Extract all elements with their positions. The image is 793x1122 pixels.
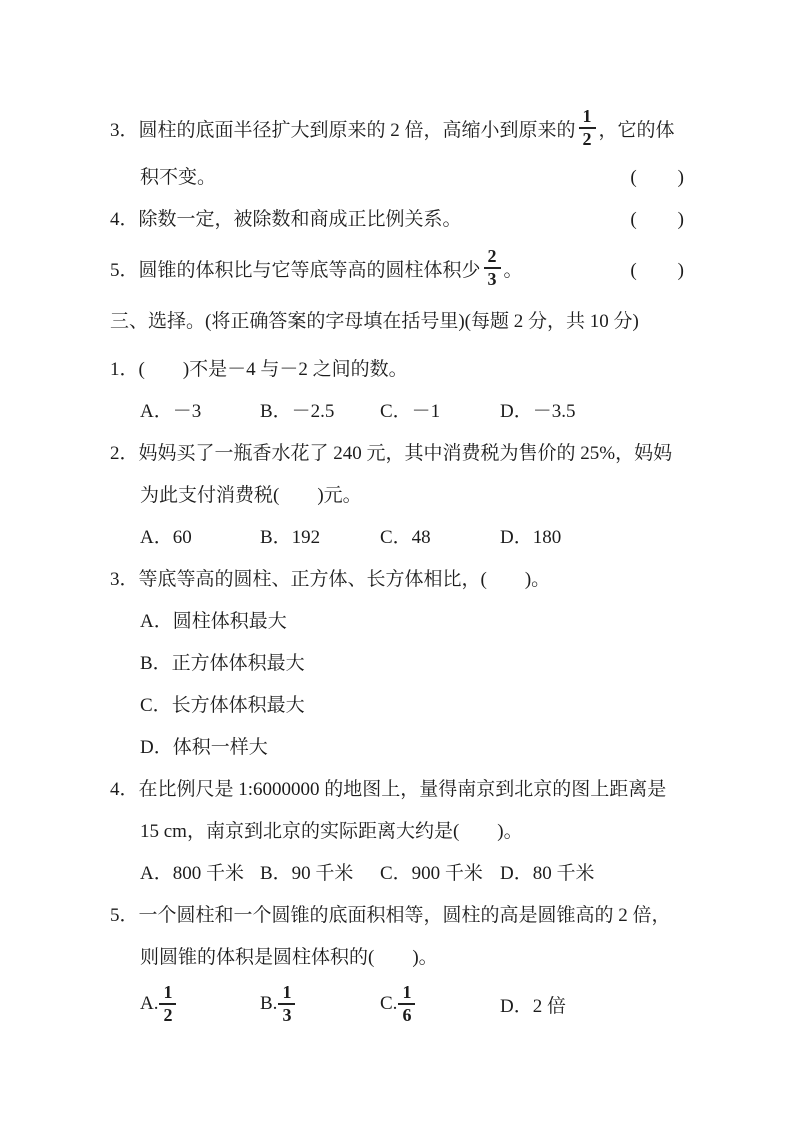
choice-q2-line1 [110, 430, 693, 472]
option-label: B. [260, 993, 278, 1014]
option-label: D． [500, 995, 533, 1017]
choice-q3-option-c-line [110, 682, 693, 724]
choice-q2-text-line1: 妈妈买了一瓶香水花了 240 元，其中消费税为售价的 25%，妈妈 [138, 442, 673, 464]
judge-q3-answer-bracket: ( ) [630, 166, 685, 188]
choice-q4-option-a: A．800 千米 [140, 862, 244, 884]
fraction-denominator: 2 [163, 1005, 173, 1025]
choice-q3-option-c: C．长方体体积最大 [140, 694, 305, 716]
choice-q3-number: 3． [110, 568, 139, 590]
choice-q4-line1 [110, 766, 693, 808]
section3-heading: 三、选择。(将正确答案的字母填在括号里)(每题 2 分，共 10 分) [110, 310, 639, 332]
choice-q3-option-d-line [110, 724, 693, 766]
choice-q5-options [110, 976, 693, 1032]
choice-q4-number: 4． [110, 778, 139, 800]
choice-q2-option-a: A．60 [140, 526, 192, 548]
choice-q1-option-d: D．－3.5 [500, 400, 576, 422]
choice-q5-number: 5． [110, 904, 139, 926]
judge-q3-text-cont: 积不变。 [140, 166, 217, 188]
judge-q3-text-post: ，它的体 [598, 119, 675, 141]
choice-q1-number: 1． [110, 358, 139, 380]
choice-q4-options [110, 850, 693, 892]
judge-q3-text-pre: 圆柱的底面半径扩大到原来的 2 倍，高缩小到原来的 [138, 119, 576, 141]
fraction-numerator: 1 [579, 107, 596, 129]
judge-q5-answer-bracket: ( ) [630, 259, 685, 281]
fraction-denominator: 6 [402, 1005, 412, 1025]
fraction-denominator: 3 [282, 1005, 292, 1025]
fraction-numerator: 1 [398, 983, 415, 1005]
option-label: A. [140, 993, 159, 1014]
choice-q2-option-c: C．48 [380, 526, 431, 548]
judge-q3-number: 3． [110, 119, 139, 141]
choice-q5-text-line1: 一个圆柱和一个圆锥的底面积相等，圆柱的高是圆锥高的 2 倍， [138, 904, 671, 926]
choice-q4-option-c: C．900 千米 [380, 862, 483, 884]
choice-q5-option-a [140, 983, 260, 1025]
judge-q4-line [110, 196, 693, 238]
choice-q2-option-d: D．180 [500, 526, 562, 548]
choice-q1-line [110, 346, 693, 388]
fraction-one-half [579, 107, 596, 149]
fraction-denominator: 3 [487, 269, 497, 289]
choice-q2-option-b: B．192 [260, 526, 321, 548]
choice-q1-option-b: B．－2.5 [260, 400, 335, 422]
fraction-one-half [159, 983, 176, 1025]
choice-q2-options [110, 514, 693, 556]
choice-q5-option-d [500, 991, 566, 1018]
judge-q4-answer-bracket: ( ) [630, 208, 685, 230]
choice-q5-option-b [260, 983, 380, 1025]
choice-q3-option-b-line [110, 640, 693, 682]
choice-q3-option-d: D．体积一样大 [140, 736, 268, 758]
option-label: C. [380, 993, 398, 1014]
judge-q5-number: 5． [110, 259, 139, 281]
choice-q1-option-a: A．－3 [140, 400, 202, 422]
choice-q3-option-a-line [110, 598, 693, 640]
choice-q5-line1 [110, 892, 693, 934]
choice-q3-line [110, 556, 693, 598]
choice-q4-option-b: B．90 千米 [260, 862, 354, 884]
choice-q4-option-d: D．80 千米 [500, 862, 595, 884]
fraction-numerator: 1 [159, 983, 176, 1005]
choice-q5-option-c [380, 983, 500, 1025]
judge-q3-line2 [110, 154, 693, 196]
choice-q5-text-line2: 则圆锥的体积是圆柱体积的( )。 [140, 946, 438, 968]
choice-q2-line2 [110, 472, 693, 514]
choice-q4-text-line1: 在比例尺是 1:6000000 的地图上，量得南京到北京的图上距离是 [138, 778, 667, 800]
fraction-numerator: 1 [278, 983, 295, 1005]
fraction-two-thirds [484, 247, 501, 289]
judge-q4-number: 4． [110, 208, 139, 230]
choice-q2-number: 2． [110, 442, 139, 464]
choice-q5-line2 [110, 934, 693, 976]
fraction-denominator: 2 [582, 129, 592, 149]
choice-q1-options [110, 388, 693, 430]
choice-q4-line2 [110, 808, 693, 850]
fraction-numerator: 2 [484, 247, 501, 269]
choice-q4-text-line2: 15 cm，南京到北京的实际距离大约是( )。 [140, 820, 523, 842]
choice-q3-option-a: A．圆柱体积最大 [140, 610, 287, 632]
fraction-one-sixth [398, 983, 415, 1025]
choice-q2-text-line2: 为此支付消费税( )元。 [140, 484, 362, 506]
choice-q1-option-c: C．－1 [380, 400, 441, 422]
fraction-one-third [278, 983, 295, 1025]
judge-q5-text-pre: 圆锥的体积比与它等底等高的圆柱体积少 [138, 259, 481, 281]
judge-q4-text: 除数一定，被除数和商成正比例关系。 [138, 208, 462, 230]
judge-q5-text-post: 。 [503, 259, 523, 281]
section3-heading-line [110, 298, 693, 340]
option-text: 2 倍 [532, 995, 566, 1017]
choice-q1-text: ( )不是－4 与－2 之间的数。 [138, 358, 408, 380]
choice-q3-option-b: B．正方体体积最大 [140, 652, 305, 674]
choice-q3-text: 等底等高的圆柱、正方体、长方体相比，( )。 [138, 568, 551, 590]
judge-q3-line1 [110, 102, 693, 154]
judge-q5-line [110, 242, 693, 294]
